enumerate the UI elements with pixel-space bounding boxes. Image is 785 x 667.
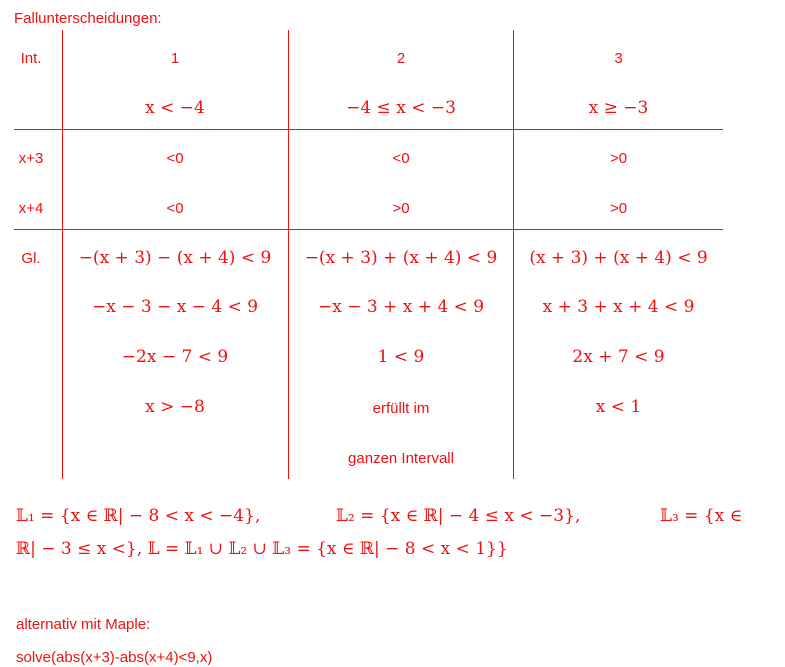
label-int: Int.	[20, 50, 42, 67]
sign-value: >0	[609, 200, 628, 217]
sign-value: >0	[392, 200, 410, 217]
interval-number: 1	[170, 50, 180, 67]
interval-number: 2	[396, 50, 406, 67]
solution-set-union: ℝ| − 3 ≤ x <}, 𝕃 = 𝕃₁ ∪ 𝕃₂ ∪ 𝕃₃ = {x ∈ ℝ| − 8 < x < 1}}	[16, 539, 508, 559]
solution-set-3-start: 𝕃₃ = {x ∈	[660, 506, 743, 526]
section-heading: Fallunterscheidungen:	[14, 10, 162, 27]
sign-row-label: x+3	[18, 150, 44, 167]
equation-step: x + 3 + x + 4 < 9	[542, 297, 695, 317]
solution-set-1: 𝕃₁ = {x ∈ ℝ| − 8 < x < −4},	[16, 506, 261, 526]
maple-command: solve(abs(x+3)-abs(x+4)<9,x)	[16, 649, 213, 666]
solution-set-2: 𝕃₂ = {x ∈ ℝ| − 4 ≤ x < −3},	[336, 506, 581, 526]
interval-number: 3	[614, 50, 623, 67]
equation-step: (x + 3) + (x + 4) < 9	[529, 248, 708, 268]
label-gl: Gl.	[21, 250, 41, 267]
equation-step: −x − 3 + x + 4 < 9	[317, 297, 485, 317]
sign-row-label: x+4	[18, 200, 44, 217]
equation-step: −2x − 7 < 9	[121, 347, 229, 367]
equation-step: erfüllt im	[372, 400, 430, 417]
equation-step: −(x + 3) + (x + 4) < 9	[304, 248, 498, 268]
interval-condition: x ≥ −3	[588, 98, 649, 118]
sign-value: <0	[392, 150, 410, 167]
equation-step: x < 1	[595, 397, 642, 417]
equation-step: 2x + 7 < 9	[572, 347, 665, 367]
interval-condition: x < −4	[145, 98, 205, 118]
equation-step: −x − 3 − x − 4 < 9	[91, 297, 259, 317]
table-hline-2	[14, 229, 723, 230]
sign-value: <0	[166, 200, 184, 217]
equation-step: ganzen Intervall	[348, 450, 454, 467]
sign-value: >0	[609, 150, 628, 167]
equation-step: −(x + 3) − (x + 4) < 9	[78, 248, 272, 268]
equation-step: 1 < 9	[377, 347, 425, 367]
equation-step: x > −8	[145, 397, 205, 417]
table-hline-1	[14, 129, 723, 130]
sign-value: <0	[166, 150, 184, 167]
interval-condition: −4 ≤ x < −3	[346, 98, 456, 118]
maple-intro: alternativ mit Maple:	[16, 616, 151, 633]
